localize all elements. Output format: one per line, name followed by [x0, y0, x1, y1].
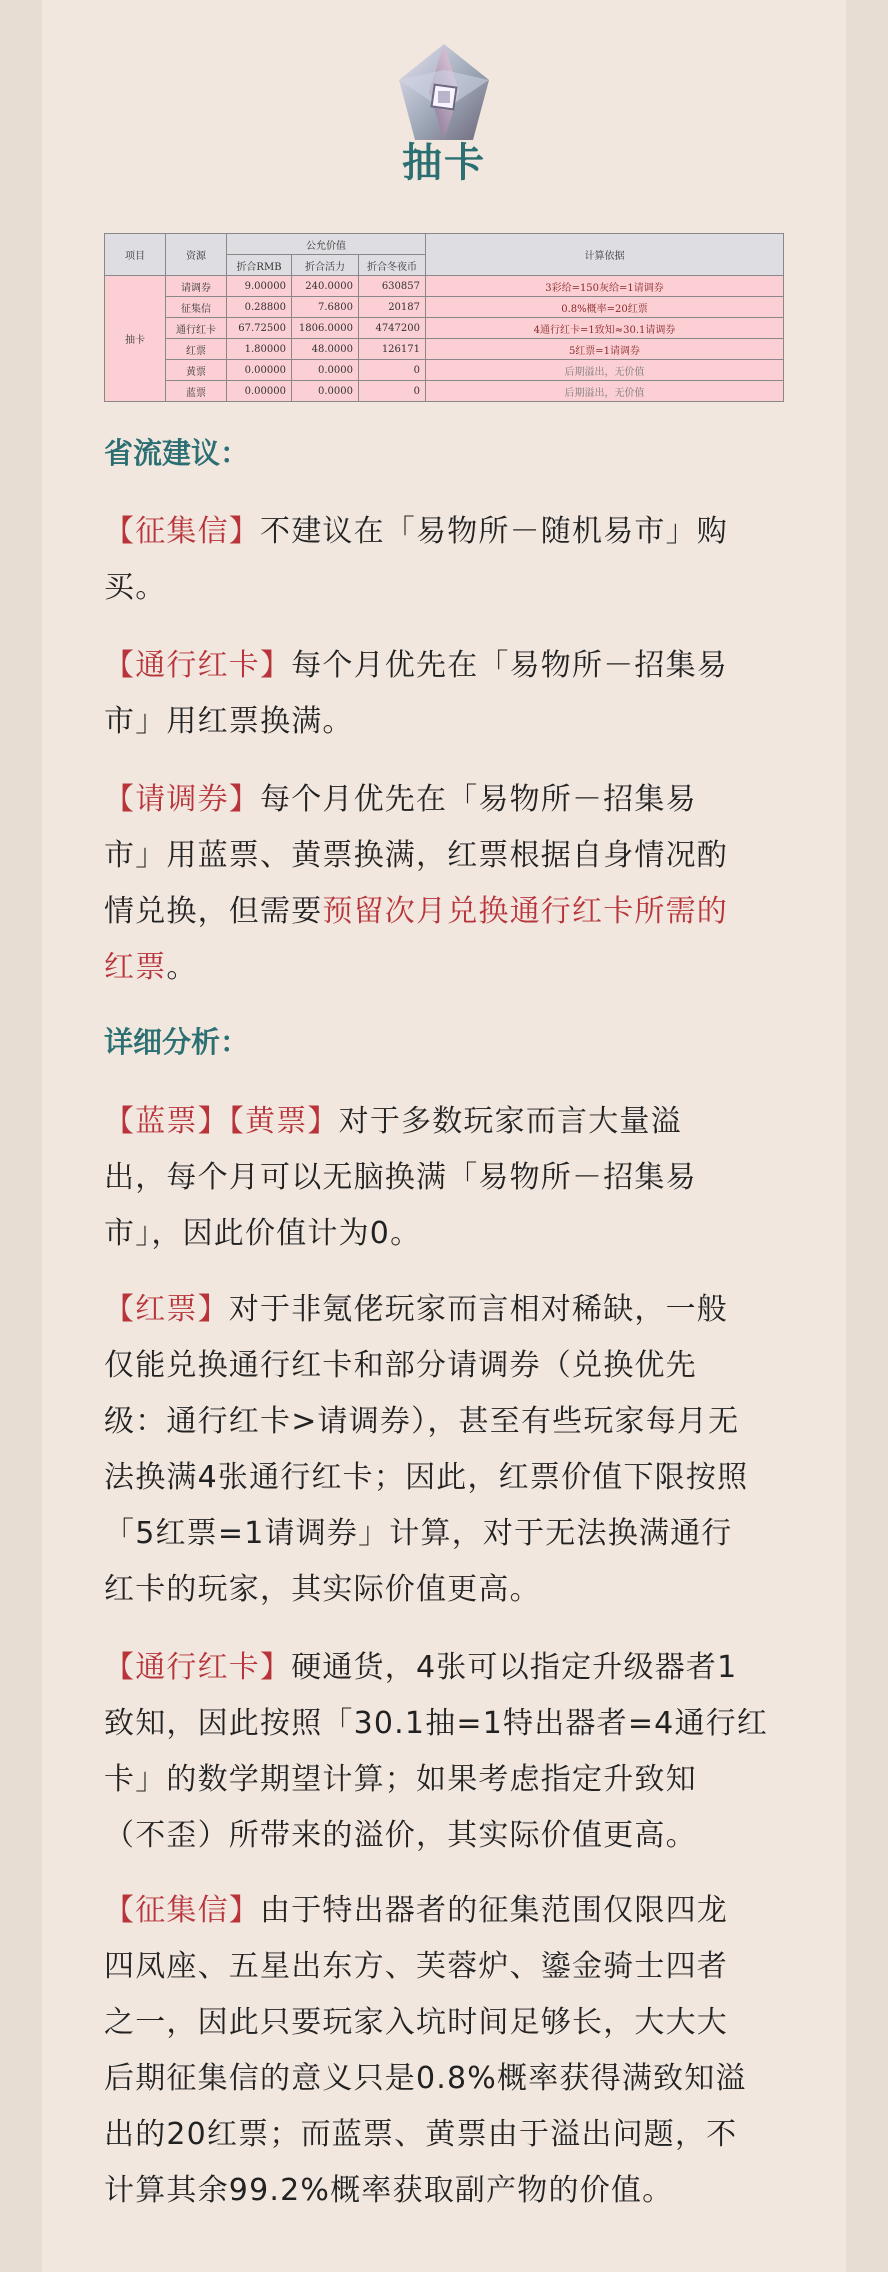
tag-zhengjixin: 【征集信】: [104, 1893, 260, 1928]
crystal-gem-icon: [389, 40, 499, 150]
winter-coin-cell: 20187: [359, 297, 426, 318]
tag-lanpiao: 【蓝票】: [104, 1104, 229, 1139]
text: 出的20红票；而蓝票、黄票由于溢出问题，不: [104, 2117, 738, 2152]
text: 每个月优先在「易物所－招集易: [260, 782, 697, 817]
rmb-cell: 0.00000: [227, 360, 292, 381]
section-saving-heading: 省流建议：: [104, 436, 250, 470]
tag-hongpiao: 【红票】: [104, 1292, 229, 1327]
text: 级：通行红卡>请调券），甚至有些玩家每月无: [104, 1404, 740, 1439]
tag-qingdiaoquan: 【请调券】: [104, 782, 260, 817]
rmb-cell: 1.80000: [227, 339, 292, 360]
text: 买。: [104, 570, 167, 605]
resource-cell: 通行红卡: [166, 318, 227, 339]
text: 对于多数玩家而言大量溢: [338, 1104, 682, 1139]
winter-coin-cell: 0: [359, 360, 426, 381]
table-body: [105, 276, 784, 402]
highlight-text: 预留次月兑换通行红卡所需的: [322, 894, 729, 929]
paragraph-6: [104, 1640, 788, 1864]
text: 市」，因此价值计为0。: [104, 1216, 422, 1251]
text: 法换满4张通行红卡；因此，红票价值下限按照: [104, 1460, 749, 1495]
table-row: [105, 318, 784, 339]
text: 红卡的玩家，其实际价值更高。: [104, 1572, 541, 1607]
winter-coin-cell: 0: [359, 381, 426, 402]
header-winter-coin: 折合冬夜币: [359, 255, 426, 276]
text: 后期征集信的意义只是0.8%概率获得满致知溢: [104, 2061, 747, 2096]
stamina-cell: 1806.0000: [292, 318, 359, 339]
header-basis: 计算依据: [426, 234, 784, 276]
basis-cell: 4通行红卡=1致知≈30.1请调券: [426, 318, 784, 339]
paragraph-1: [104, 504, 788, 616]
resource-cell: 征集信: [166, 297, 227, 318]
winter-coin-cell: 126171: [359, 339, 426, 360]
text: 四凤座、五星出东方、芙蓉炉、鎏金骑士四者: [104, 1949, 728, 1984]
tag-tongxing-hongka: 【通行红卡】: [104, 648, 292, 683]
text: 之一，因此只要玩家入坑时间足够长，大大大: [104, 2005, 728, 2040]
paragraph-3: [104, 772, 788, 996]
rmb-cell: 9.00000: [227, 276, 292, 297]
header-rmb: 折合RMB: [227, 255, 292, 276]
group-label-cell: 抽卡: [105, 276, 166, 402]
paragraph-5: [104, 1282, 788, 1618]
text: （不歪）所带来的溢价，其实际价值更高。: [104, 1818, 697, 1853]
basis-cell: 3彩给=150灰给=1请调券: [426, 276, 784, 297]
text: 出，每个月可以无脑换满「易物所－招集易: [104, 1160, 697, 1195]
table-row: [105, 339, 784, 360]
tag-tongxing-hongka: 【通行红卡】: [104, 1650, 292, 1685]
text: 不建议在「易物所－随机易市」购: [260, 514, 728, 549]
text: 「5红票=1请调券」计算，对于无法换满通行: [104, 1516, 733, 1551]
stamina-cell: 7.6800: [292, 297, 359, 318]
text: 对于非氪佬玩家而言相对稀缺，一般: [228, 1292, 729, 1327]
tag-zhengjixin: 【征集信】: [104, 514, 260, 549]
text: 。: [166, 950, 198, 985]
section-detail-heading: 详细分析：: [104, 1025, 250, 1059]
winter-coin-cell: 4747200: [359, 318, 426, 339]
text: 由于特出器者的征集范围仅限四龙: [260, 1893, 728, 1928]
rmb-cell: 0.00000: [227, 381, 292, 402]
value-table: [104, 233, 784, 402]
basis-cell: 后期溢出，无价值: [426, 360, 784, 381]
paragraph-7: [104, 1883, 788, 2219]
table-row: [105, 381, 784, 402]
resource-cell: 黄票: [166, 360, 227, 381]
resource-cell: 蓝票: [166, 381, 227, 402]
text: 硬通货，4张可以指定升级器者1: [291, 1650, 738, 1685]
stamina-cell: 0.0000: [292, 381, 359, 402]
rmb-cell: 67.72500: [227, 318, 292, 339]
basis-cell: 后期溢出，无价值: [426, 381, 784, 402]
basis-cell: 0.8%概率=20红票: [426, 297, 784, 318]
text: 计算其余99.2%概率获取副产物的价值。: [104, 2173, 674, 2208]
paragraph-4: [104, 1094, 788, 1262]
rmb-cell: 0.28800: [227, 297, 292, 318]
text: 致知，因此按照「30.1抽=1特出器者=4通行红: [104, 1706, 769, 1741]
highlight-text: 红票: [104, 950, 167, 985]
header-fair-value: 公允价值: [227, 234, 426, 255]
basis-cell: 5红票=1请调券: [426, 339, 784, 360]
text: 情兑换，但需要: [104, 894, 323, 929]
text: 每个月优先在「易物所－招集易: [291, 648, 729, 683]
table-row: [105, 297, 784, 318]
header-stamina: 折合活力: [292, 255, 359, 276]
text: 卡」的数学期望计算；如果考虑指定升致知: [104, 1762, 697, 1797]
stamina-cell: 240.0000: [292, 276, 359, 297]
text: 市」用红票换满。: [104, 704, 354, 739]
stamina-cell: 48.0000: [292, 339, 359, 360]
winter-coin-cell: 630857: [359, 276, 426, 297]
text: 仅能兑换通行红卡和部分请调券（兑换优先: [104, 1348, 697, 1383]
stamina-cell: 0.0000: [292, 360, 359, 381]
table-row: [105, 276, 784, 297]
header-resource: 资源: [166, 234, 227, 276]
table-row: [105, 360, 784, 381]
resource-cell: 红票: [166, 339, 227, 360]
header-project: 项目: [105, 234, 166, 276]
page-title: 抽卡: [402, 140, 486, 186]
text: 市」用蓝票、黄票换满，红票根据自身情况酌: [104, 838, 728, 873]
resource-cell: 请调券: [166, 276, 227, 297]
tag-huangpiao: 【黄票】: [228, 1104, 339, 1139]
paragraph-2: [104, 638, 788, 750]
